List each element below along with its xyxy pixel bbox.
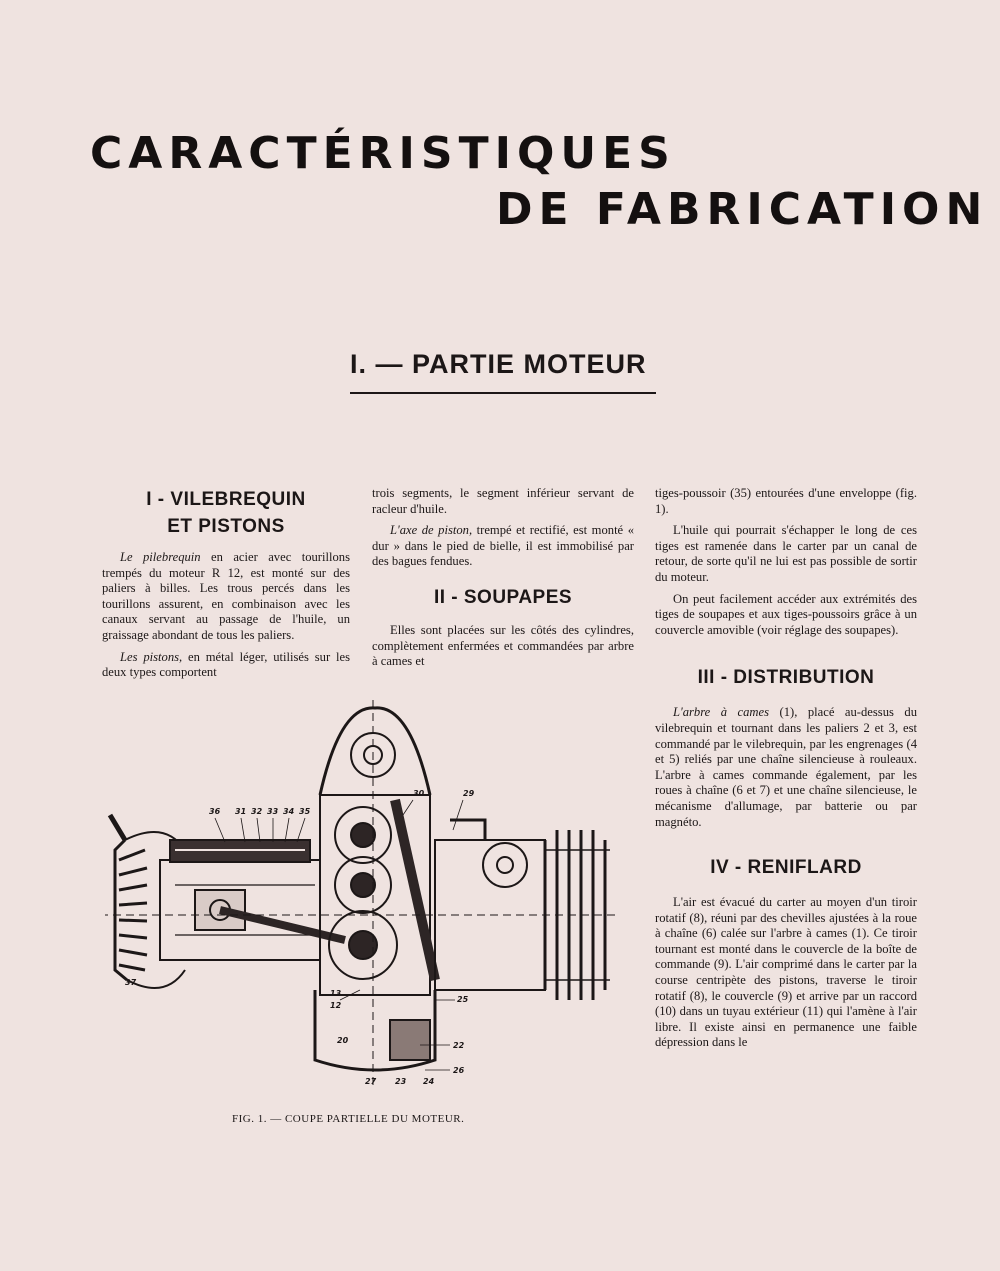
title-line-2: DE FABRICATION	[496, 184, 989, 235]
column-3	[655, 486, 917, 1057]
lead-term: Le pilebrequin	[120, 550, 201, 564]
figure-label: 24	[423, 1077, 435, 1086]
paragraph: On peut facilement accéder aux extrémités des tiges de soupapes et aux tiges-poussoirs grâce à un couvercle amovible (voir réglage des soupapes).	[655, 591, 917, 637]
figure-label: 30	[413, 789, 425, 798]
paragraph: tiges-poussoir (35) entourées d'une enveloppe (fig. 1).	[655, 486, 917, 516]
figure-label: 31	[235, 807, 247, 816]
figure-label: 32	[251, 807, 263, 816]
paragraph	[372, 523, 634, 570]
figure-label: 37	[125, 978, 137, 987]
text: en métal léger, utilisés sur les deux types comportent	[102, 649, 350, 680]
figure-label: 20	[337, 1036, 349, 1045]
figure-label: 27	[365, 1077, 377, 1086]
paragraph	[655, 705, 917, 830]
figure-label: 36	[209, 807, 221, 816]
paragraph	[102, 550, 350, 644]
heading-soupapes: II - SOUPAPES	[433, 586, 573, 608]
paragraph	[102, 650, 350, 681]
text: en acier avec tourillons trempés du moteur R 12, est monté sur des paliers à billes. Les trous percés dans les tourillons assurent, en combinaison avec les canaux servant au passage de l'huile, un graissage abondant de tous les paliers.	[102, 550, 350, 642]
column-1	[102, 486, 350, 687]
heading-vilebrequin: I - VILEBREQUIN	[146, 489, 306, 510]
column-2	[372, 486, 634, 676]
lead-term: L'arbre à cames	[673, 705, 769, 720]
figure-caption: FIG. 1. — COUPE PARTIELLE DU MOTEUR.	[232, 1113, 465, 1125]
section-heading: I. — PARTIE MOTEUR	[350, 349, 647, 379]
figure-label: 23	[395, 1077, 407, 1086]
paragraph: L'huile qui pourrait s'échapper le long de ces tiges est ramenée dans le carter par un canal de retour, de sorte qu'il ne lui est pas possible de sortir du moteur.	[655, 523, 917, 584]
engine-cutaway-figure	[105, 700, 620, 1090]
heading-pistons: ET PISTONS	[167, 516, 285, 537]
lead-term: L'axe de piston,	[390, 523, 473, 538]
heading-distribution: III - DISTRIBUTION	[697, 667, 875, 689]
title-line-1: CARACTÉRISTIQUES	[90, 128, 676, 179]
text: (1), placé au-dessus du vilebrequin et tournant dans les paliers 2 et 3, est commandé par le vilebrequin, par les engrenages (4 et 5) reliés par une chaîne silencieuse à rouleaux. L'arbre à cames commande également, par les roues à chaîne (6 et 7) et une chaîne silencieuse, le mécanisme d'allumage, par batterie ou par magnéto.	[655, 705, 917, 829]
figure-label: 26	[453, 1066, 465, 1075]
paragraph: Elles sont placées sur les côtés des cylindres, complètement enfermées et commandées par arbre à cames et	[372, 622, 634, 669]
timing-tower	[320, 708, 430, 795]
heading-reniflard: IV - RENIFLARD	[710, 857, 862, 879]
paragraph: L'air est évacué du carter au moyen d'un tiroir rotatif (8), réuni par des chevilles ajustées à la roue à chaîne (6) calée sur l'arbre à cames (1). Ce tiroir tournant est monté dans le couvercle de la boîte de commande (9). L'air comprimé dans le carter par la course centripète des pistons, traverse le tiroir rotatif (8), le couvercle (9) et arrive par un raccord (10) dans un tuyau extérieur (11) qui l'amène à l'air libre. Il existe ainsi en permanence une faible dépression dans le	[655, 895, 917, 1050]
text: trempé et rectifié, est monté « dur » dans le pied de bielle, il est immobilisé par des bagues fendues.	[372, 523, 634, 569]
figure-label: 35	[299, 807, 311, 816]
section-underline	[350, 392, 656, 394]
figure-label: 22	[453, 1041, 465, 1050]
figure-label: 33	[267, 807, 279, 816]
lead-term: Les pistons,	[120, 649, 183, 664]
figure-label: 25	[457, 995, 469, 1004]
figure-label: 13	[330, 989, 342, 998]
paragraph: trois segments, le segment inférieur servant de racleur d'huile.	[372, 486, 634, 516]
figure-label: 12	[330, 1001, 342, 1010]
figure-label: 29	[463, 789, 475, 798]
figure-label: 34	[283, 807, 295, 816]
